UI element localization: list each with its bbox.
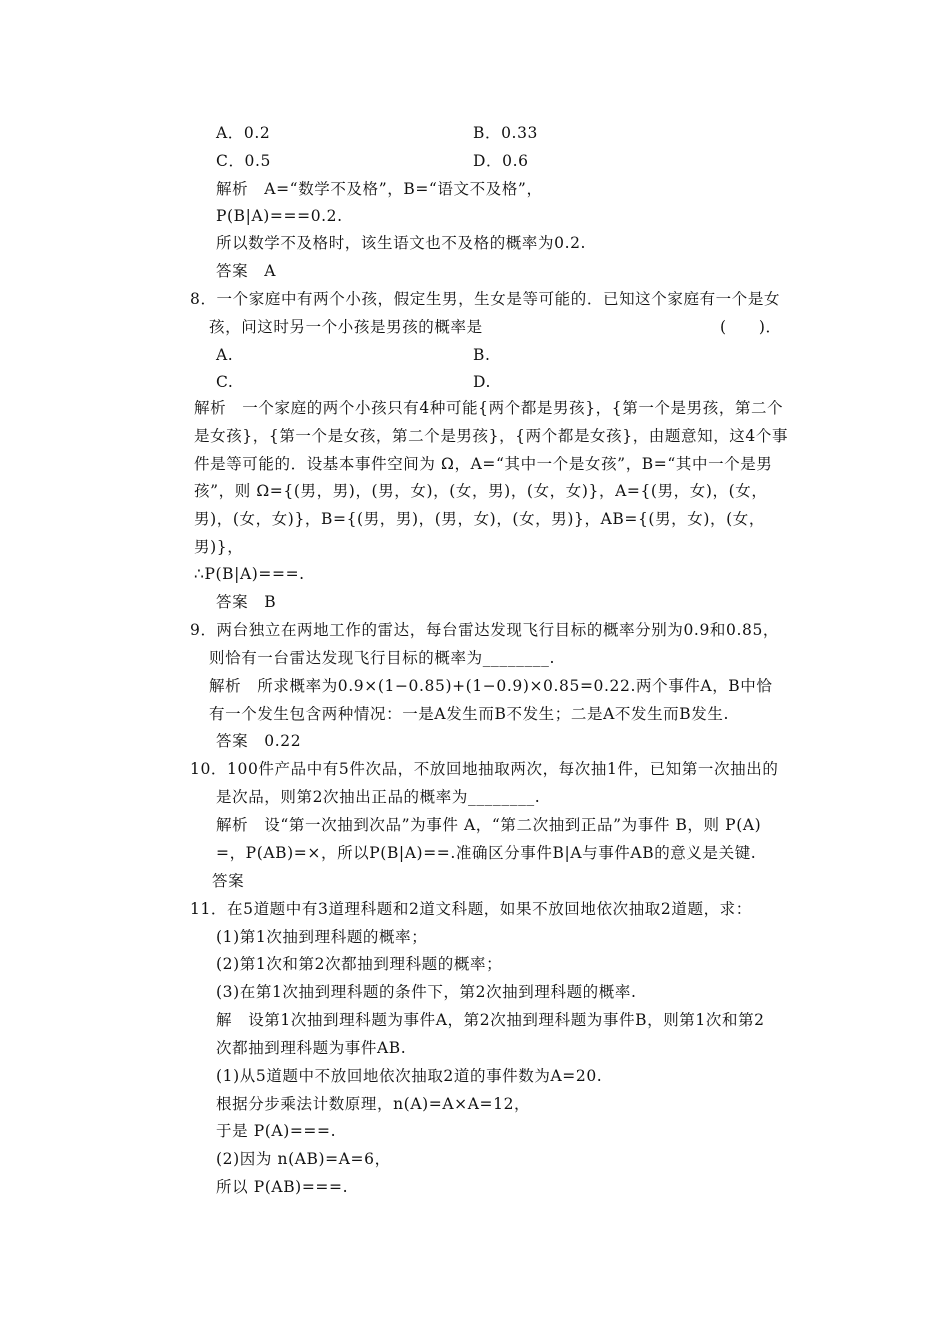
q11-solution-line: 于是 P(A)===.: [216, 1122, 337, 1140]
q8-solution-line: 孩”，则 Ω={(男，男)，(男，女)，(女，男)，(女，女)}，A={(男，女)，(女，: [194, 482, 768, 500]
q11-solution-line: 次都抽到理科题为事件AB.: [216, 1039, 407, 1057]
q7-solution-line: 解析 A=“数学不及格”，B=“语文不及格”，: [216, 180, 543, 198]
q8-solution-line: ∴P(B|A)===.: [194, 565, 305, 583]
q7-option-b: B．0.33: [473, 124, 539, 142]
q8-option-d: D.: [473, 373, 492, 391]
q9-solution-line: 解析 所求概率为0.9×(1−0.85)+(1−0.9)×0.85=0.22.两个事件A，B中恰: [209, 677, 773, 695]
q8-solution-line: 是女孩}，{第一个是女孩，第二个是男孩}，{两个都是女孩}，由题意知，这4个事: [194, 427, 789, 445]
q7-solution-line: P(B|A)===0.2.: [216, 207, 343, 225]
q8-stem-line: 孩，问这时另一个小孩是男孩的概率是: [209, 318, 483, 336]
q8-option-c: C.: [216, 373, 234, 391]
q11-part: (3)在第1次抽到理科题的条件下，第2次抽到理科题的概率.: [216, 983, 637, 1001]
q9-solution-line: 有一个发生包含两种情况：一是A发生而B不发生；二是A不发生而B发生.: [209, 705, 729, 723]
q11-solution-line: (1)从5道题中不放回地依次抽取2道的事件数为A=20.: [216, 1067, 603, 1085]
q9-answer: 答案 0.22: [216, 732, 302, 750]
q11-solution-line: 解 设第1次抽到理科题为事件A，第2次抽到理科题为事件B，则第1次和第2: [216, 1011, 765, 1029]
q11-part: (2)第1次和第2次都抽到理科题的概率；: [216, 955, 503, 973]
q11-part: (1)第1次抽到理科题的概率；: [216, 928, 428, 946]
q8-solution-line: 男)}，: [194, 538, 244, 556]
q10-solution-line: =，P(AB)=×，所以P(B|A)==.准确区分事件B|A与事件AB的意义是关键.: [216, 844, 757, 862]
q7-answer: 答案 A: [216, 262, 277, 280]
q7-option-d: D．0.6: [473, 152, 529, 170]
q10-stem-line: 是次品，则第2次抽出正品的概率为________.: [216, 788, 541, 806]
q8-solution-line: 解析 一个家庭的两个小孩只有4种可能{两个都是男孩}，{第一个是男孩，第二个: [194, 399, 784, 417]
q8-answer: 答案 B: [216, 593, 277, 611]
q8-option-b: B.: [473, 346, 491, 364]
q8-answer-paren: ( )．: [720, 318, 782, 336]
q11-stem-line: 11．在5道题中有3道理科题和2道文科题，如果不放回地依次抽取2道题，求：: [190, 900, 752, 918]
q10-answer: 答案: [212, 872, 245, 890]
q9-stem-line: 则恰有一台雷达发现飞行目标的概率为________.: [209, 649, 556, 667]
q11-solution-line: (2)因为 n(AB)=A=6，: [216, 1150, 391, 1168]
q8-option-a: A.: [216, 346, 234, 364]
q11-solution-line: 根据分步乘法计数原理，n(A)=A×A=12，: [216, 1095, 531, 1113]
q8-solution-line: 男)，(女，女)}，B={(男，男)，(男，女)，(女，男)}，AB={(男，女)，(女，: [194, 510, 765, 528]
q10-solution-line: 解析 设“第一次抽到次品”为事件 A，“第二次抽到正品”为事件 B，则 P(A): [216, 816, 762, 834]
q7-option-c: C．0.5: [216, 152, 272, 170]
q9-stem-line: 9．两台独立在两地工作的雷达，每台雷达发现飞行目标的概率分别为0.9和0.85，: [190, 621, 780, 639]
q7-solution-line: 所以数学不及格时，该生语文也不及格的概率为0.2.: [216, 234, 587, 252]
q8-stem-line: 8．一个家庭中有两个小孩，假定生男，生女是等可能的．已知这个家庭有一个是女: [190, 290, 781, 308]
q10-stem-line: 10．100件产品中有5件次品，不放回地抽取两次，每次抽1件，已知第一次抽出的: [190, 760, 779, 778]
q11-solution-line: 所以 P(AB)===.: [216, 1178, 349, 1196]
q8-solution-line: 件是等可能的．设基本事件空间为 Ω，A=“其中一个是女孩”，B=“其中一个是男: [194, 455, 773, 473]
q7-option-a: A．0.2: [216, 124, 271, 142]
